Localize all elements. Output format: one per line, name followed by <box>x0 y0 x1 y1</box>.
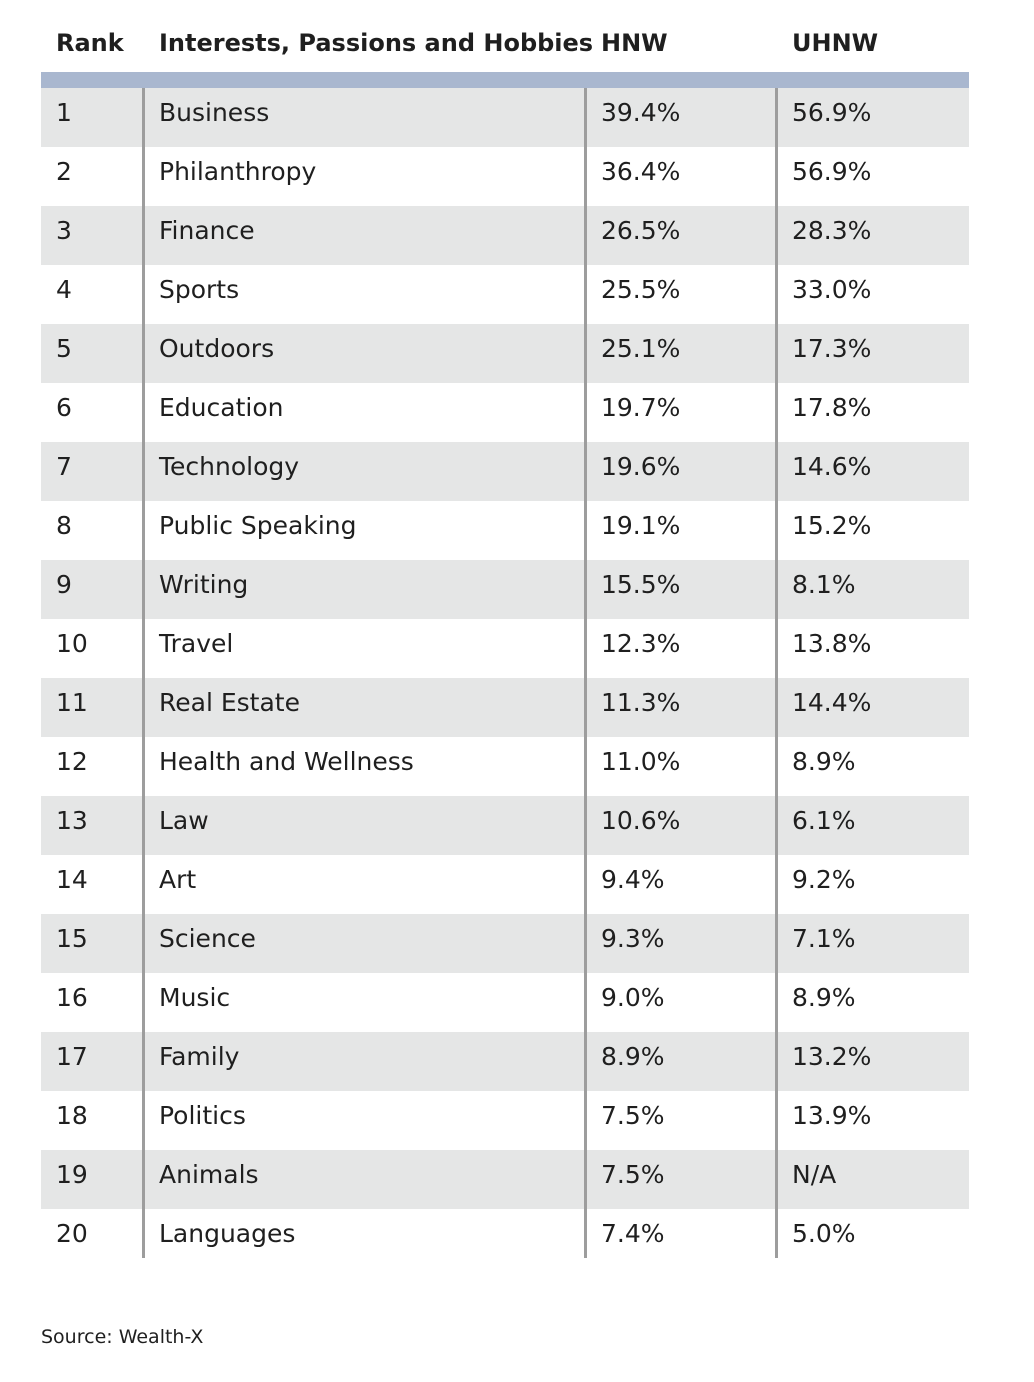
rank-cell: 20 <box>56 1219 88 1248</box>
table-row <box>41 1209 969 1268</box>
interest-cell: Writing <box>159 570 249 599</box>
uhnw-cell: 33.0% <box>792 275 872 304</box>
uhnw-cell: 5.0% <box>792 1219 856 1248</box>
data-table <box>41 0 969 1268</box>
rank-cell: 1 <box>56 98 72 127</box>
interest-cell: Technology <box>159 452 300 481</box>
uhnw-cell: 6.1% <box>792 806 856 835</box>
table-body <box>41 88 969 1268</box>
uhnw-cell: 28.3% <box>792 216 872 245</box>
rank-cell: 13 <box>56 806 88 835</box>
rank-cell: 3 <box>56 216 72 245</box>
header-interests: Interests, Passions and Hobbies <box>159 29 594 57</box>
uhnw-cell: 13.2% <box>792 1042 872 1071</box>
rank-cell: 2 <box>56 157 72 186</box>
rank-cell: 17 <box>56 1042 88 1071</box>
hnw-cell: 25.1% <box>601 334 681 363</box>
rank-cell: 15 <box>56 924 88 953</box>
hnw-cell: 9.0% <box>601 983 665 1012</box>
column-divider-hnw <box>775 88 778 1258</box>
table-row <box>41 1091 969 1150</box>
rank-cell: 4 <box>56 275 72 304</box>
hnw-cell: 15.5% <box>601 570 681 599</box>
rank-cell: 14 <box>56 865 88 894</box>
interest-cell: Family <box>159 1042 240 1071</box>
header-rank: Rank <box>56 29 124 57</box>
rank-cell: 10 <box>56 629 88 658</box>
interest-cell: Public Speaking <box>159 511 357 540</box>
table-row <box>41 737 969 796</box>
interest-cell: Philanthropy <box>159 157 317 186</box>
table-row <box>41 914 969 973</box>
interest-cell: Politics <box>159 1101 246 1130</box>
uhnw-cell: 13.9% <box>792 1101 872 1130</box>
interest-cell: Science <box>159 924 256 953</box>
hnw-cell: 7.4% <box>601 1219 665 1248</box>
hnw-cell: 12.3% <box>601 629 681 658</box>
rank-cell: 9 <box>56 570 72 599</box>
table-row <box>41 88 969 147</box>
interest-cell: Real Estate <box>159 688 300 717</box>
uhnw-cell: 15.2% <box>792 511 872 540</box>
hnw-cell: 36.4% <box>601 157 681 186</box>
interest-cell: Business <box>159 98 270 127</box>
rank-cell: 19 <box>56 1160 88 1189</box>
hnw-cell: 8.9% <box>601 1042 665 1071</box>
interest-cell: Education <box>159 393 284 422</box>
rank-cell: 7 <box>56 452 72 481</box>
uhnw-cell: 56.9% <box>792 157 872 186</box>
rank-cell: 12 <box>56 747 88 776</box>
source-note: Source: Wealth-X <box>41 1326 204 1348</box>
hnw-cell: 19.1% <box>601 511 681 540</box>
header-uhnw: UHNW <box>792 29 879 57</box>
table-row <box>41 855 969 914</box>
table-row <box>41 560 969 619</box>
interest-cell: Art <box>159 865 197 894</box>
hnw-cell: 39.4% <box>601 98 681 127</box>
hnw-cell: 19.6% <box>601 452 681 481</box>
table-row <box>41 265 969 324</box>
table-row <box>41 442 969 501</box>
uhnw-cell: 8.1% <box>792 570 856 599</box>
uhnw-cell: N/A <box>792 1160 837 1189</box>
rank-cell: 6 <box>56 393 72 422</box>
table-row <box>41 973 969 1032</box>
uhnw-cell: 13.8% <box>792 629 872 658</box>
hnw-cell: 19.7% <box>601 393 681 422</box>
uhnw-cell: 14.4% <box>792 688 872 717</box>
hnw-cell: 9.4% <box>601 865 665 894</box>
uhnw-cell: 56.9% <box>792 98 872 127</box>
uhnw-cell: 8.9% <box>792 983 856 1012</box>
hnw-cell: 11.3% <box>601 688 681 717</box>
hnw-cell: 7.5% <box>601 1101 665 1130</box>
rank-cell: 11 <box>56 688 88 717</box>
hnw-cell: 9.3% <box>601 924 665 953</box>
table-row <box>41 1150 969 1209</box>
hnw-cell: 25.5% <box>601 275 681 304</box>
interest-cell: Law <box>159 806 209 835</box>
hnw-cell: 11.0% <box>601 747 681 776</box>
uhnw-cell: 17.8% <box>792 393 872 422</box>
table-header <box>41 0 969 72</box>
table-row <box>41 147 969 206</box>
interest-cell: Animals <box>159 1160 259 1189</box>
hnw-cell: 10.6% <box>601 806 681 835</box>
table-row <box>41 324 969 383</box>
hnw-cell: 7.5% <box>601 1160 665 1189</box>
rank-cell: 8 <box>56 511 72 540</box>
header-hnw: HNW <box>601 29 668 57</box>
uhnw-cell: 7.1% <box>792 924 856 953</box>
rank-cell: 16 <box>56 983 88 1012</box>
table-row <box>41 501 969 560</box>
interest-cell: Finance <box>159 216 255 245</box>
table-row <box>41 678 969 737</box>
table-row <box>41 1032 969 1091</box>
interest-cell: Outdoors <box>159 334 275 363</box>
column-divider-interests <box>584 88 587 1258</box>
interest-cell: Music <box>159 983 231 1012</box>
uhnw-cell: 17.3% <box>792 334 872 363</box>
table-row <box>41 796 969 855</box>
table-row <box>41 383 969 442</box>
uhnw-cell: 14.6% <box>792 452 872 481</box>
interest-cell: Travel <box>159 629 234 658</box>
header-rule <box>41 72 969 88</box>
uhnw-cell: 8.9% <box>792 747 856 776</box>
table-row <box>41 619 969 678</box>
column-divider-rank <box>142 88 145 1258</box>
interest-cell: Languages <box>159 1219 296 1248</box>
interest-cell: Health and Wellness <box>159 747 414 776</box>
hnw-cell: 26.5% <box>601 216 681 245</box>
rank-cell: 18 <box>56 1101 88 1130</box>
uhnw-cell: 9.2% <box>792 865 856 894</box>
interest-cell: Sports <box>159 275 240 304</box>
rank-cell: 5 <box>56 334 72 363</box>
table-row <box>41 206 969 265</box>
